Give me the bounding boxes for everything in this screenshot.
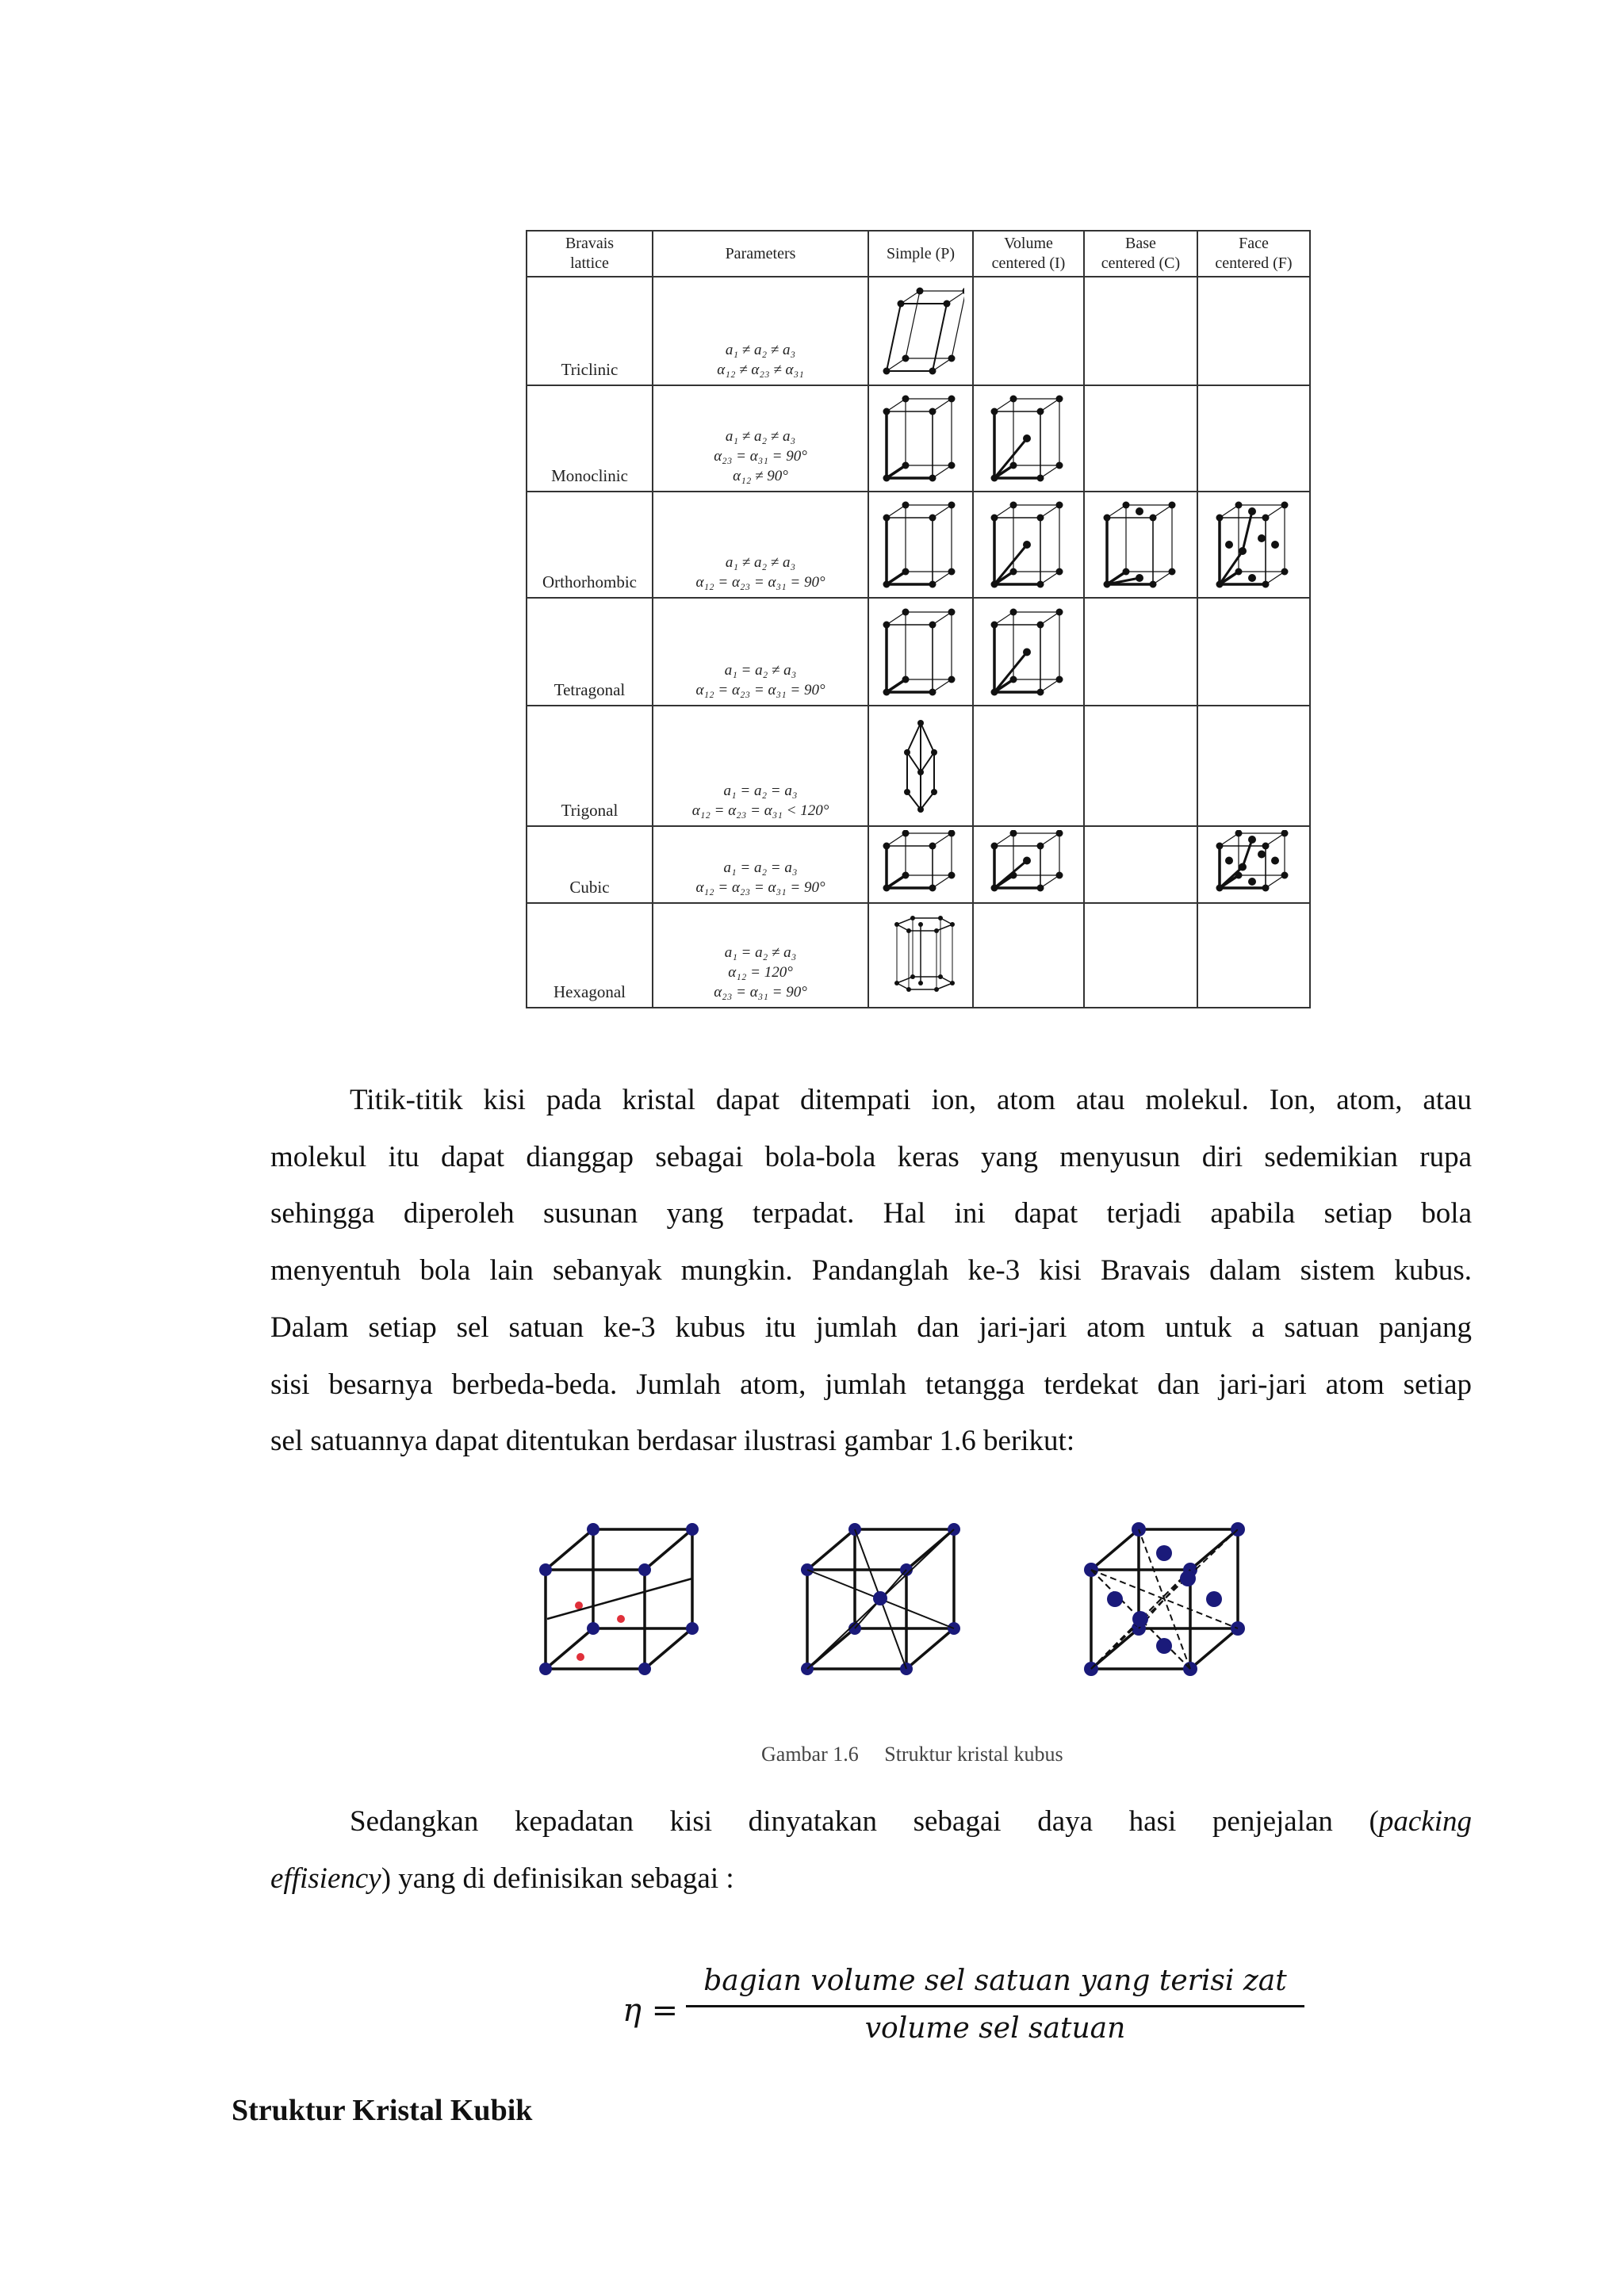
lattice-name: Tetragonal: [527, 598, 653, 706]
face-center-atom: [1180, 1571, 1196, 1586]
lattice-name: Cubic: [527, 826, 653, 903]
formula-fraction: [686, 1965, 1304, 2045]
lattice-parameters: [653, 706, 868, 826]
paragraph-packing-efficiency: [270, 1793, 1472, 1907]
unit-cell-diagram: [877, 830, 964, 899]
lattice-cell: [1197, 826, 1310, 903]
lattice-cell: [1197, 903, 1310, 1008]
cube-edge: [807, 1529, 855, 1570]
corner-atom: [686, 1523, 699, 1536]
paragraph-line: sisi besarnya berbeda-beda. Jumlah atom, jumlah tetangga terdekat dan jari-jari atom setiap: [270, 1368, 1472, 1401]
corner-atom: [686, 1622, 699, 1635]
table-row: [527, 826, 1310, 903]
parameter-line: α₁₂ ≠ α₂₃ ≠ α₃₁: [717, 362, 804, 378]
lattice-cell: [1197, 277, 1310, 385]
face-center-atom: [1156, 1545, 1172, 1561]
parameter-line: α₁₂ = α₂₃ = α₃₁ = 90°: [695, 574, 825, 591]
corner-atom: [638, 1563, 651, 1576]
table-row: [527, 598, 1310, 706]
cubic-crystal-structures-figure: [531, 1490, 1293, 1712]
parameter-line: a₁ ≠ a₂ ≠ a₃: [725, 342, 796, 358]
face-center-atom: [1206, 1591, 1222, 1607]
cube-edge: [1091, 1628, 1139, 1669]
parameter-line: α₁₂ ≠ 90°: [733, 468, 788, 484]
cube-edge: [546, 1529, 593, 1570]
cube-edge: [645, 1529, 692, 1570]
table-row: [527, 903, 1310, 1008]
lattice-name: Triclinic: [527, 277, 653, 385]
corner-atom: [539, 1663, 552, 1675]
face-center-atom: [1107, 1591, 1123, 1607]
corner-atom: [638, 1663, 651, 1675]
table-row: [527, 277, 1310, 385]
packing-efficiency-formula: [622, 1965, 1304, 2068]
unit-cell-diagram: [877, 603, 964, 702]
lattice-cell: [973, 903, 1084, 1008]
parameter-line: a₁ = a₂ = a₃: [723, 783, 798, 799]
lattice-name: Trigonal: [527, 706, 653, 826]
unit-cell-diagram: [1210, 496, 1297, 594]
table-row: [527, 706, 1310, 826]
table-row: [527, 385, 1310, 492]
parameter-line: α₁₂ = α₂₃ = α₃₁ = 90°: [695, 682, 825, 698]
cube-edge: [1190, 1628, 1238, 1669]
header-volume-centered: Volume centered (I): [973, 231, 1084, 277]
paragraph-lattice-points: [270, 1072, 1472, 1470]
lattice-cell: [1084, 277, 1197, 385]
cube-edge: [546, 1628, 593, 1669]
lattice-parameters: [653, 826, 868, 903]
lattice-cell: [868, 277, 973, 385]
body-center-atom: [873, 1591, 887, 1605]
cube-edge: [906, 1628, 954, 1669]
lattice-parameters: [653, 492, 868, 598]
header-face-centered: Face centered (F): [1197, 231, 1310, 277]
table-row: [527, 492, 1310, 598]
lattice-cell: [973, 706, 1084, 826]
lattice-cell: [1084, 598, 1197, 706]
paragraph-line: sehingga diperoleh susunan yang terpadat. Hal ini dapat terjadi apabila setiap bola: [270, 1197, 1472, 1230]
paragraph-line: menyentuh bola lain sebanyak mungkin. Pandanglah ke-3 kisi Bravais dalam sistem kubus.: [270, 1254, 1472, 1288]
cube-edge: [1190, 1529, 1238, 1570]
bravais-lattice-table: [526, 230, 1311, 1008]
corner-atom: [587, 1523, 599, 1536]
unit-cell-diagram: [985, 830, 1072, 899]
corner-atom: [539, 1563, 552, 1576]
lattice-name: Orthorhombic: [527, 492, 653, 598]
unit-cell-diagram: [985, 389, 1072, 488]
unit-cell-diagram: [1210, 830, 1297, 899]
unit-cell-diagram: [877, 389, 964, 488]
unit-cell-diagram: [985, 603, 1072, 702]
unit-cell-diagram: [877, 717, 964, 816]
paragraph-line: molekul itu dapat dianggap sebagai bola-bola keras yang menyusun diri sedemikian rupa: [270, 1140, 1472, 1173]
parameter-line: α₁₂ = α₂₃ = α₃₁ < 120°: [691, 802, 829, 819]
lattice-cell: [1197, 492, 1310, 598]
lattice-cell: [868, 492, 973, 598]
lattice-cell: [973, 277, 1084, 385]
parameter-line: a₁ = a₂ ≠ a₃: [724, 944, 797, 961]
face-center-atom: [1156, 1638, 1172, 1654]
lattice-cell: [1084, 492, 1197, 598]
section-heading: Struktur Kristal Kubik: [232, 2094, 533, 2127]
lattice-cell: [1197, 598, 1310, 706]
figure-caption: Gambar 1.6 Struktur kristal kubus: [761, 1743, 1063, 1766]
unit-cell-diagram: [1097, 496, 1185, 594]
lattice-cell: [973, 492, 1084, 598]
lattice-cell: [973, 385, 1084, 492]
lattice-parameters: [653, 385, 868, 492]
formula-denominator: volume sel satuan: [864, 2012, 1126, 2045]
lattice-cell: [868, 903, 973, 1008]
lattice-cell: [973, 598, 1084, 706]
paragraph-line: Sedangkan kepadatan kisi dinyatakan sebagai daya hasi penjejalan (packing: [350, 1805, 1472, 1838]
red-marker: [617, 1615, 625, 1623]
paragraph-line: Dalam setiap sel satuan ke-3 kubus itu jumlah dan jari-jari atom untuk a satuan panjang: [270, 1311, 1472, 1344]
lattice-name: Hexagonal: [527, 903, 653, 1008]
red-marker: [576, 1653, 584, 1661]
lattice-parameters: [653, 598, 868, 706]
lattice-cell: [1084, 385, 1197, 492]
formula-numerator: bagian volume sel satuan yang terisi zat: [686, 1965, 1304, 2007]
unit-cell-diagram: [877, 281, 964, 381]
lattice-parameters: [653, 277, 868, 385]
cube-edge: [1091, 1529, 1139, 1570]
header-bravais-lattice: Bravais lattice: [527, 231, 653, 277]
mid-line: [547, 1578, 692, 1619]
cube-edge: [645, 1628, 692, 1669]
parameter-line: α₂₃ = α₃₁ = 90°: [714, 448, 807, 465]
parameter-line: α₁₂ = 120°: [728, 964, 793, 981]
parameter-line: a₁ = a₂ ≠ a₃: [724, 662, 797, 679]
unit-cell-diagram: [877, 907, 964, 1004]
lattice-cell: [868, 706, 973, 826]
lattice-cell: [1084, 706, 1197, 826]
lattice-cell: [973, 826, 1084, 903]
lattice-cell: [868, 598, 973, 706]
parameter-line: a₁ ≠ a₂ ≠ a₃: [725, 428, 796, 445]
lattice-name: Monoclinic: [527, 385, 653, 492]
lattice-cell: [868, 826, 973, 903]
parameter-line: α₁₂ = α₂₃ = α₃₁ = 90°: [695, 879, 825, 896]
lattice-cell: [1197, 706, 1310, 826]
lattice-cell: [1197, 385, 1310, 492]
lattice-cell: [1084, 826, 1197, 903]
face-center-atom: [1132, 1611, 1148, 1627]
parameter-line: a₁ ≠ a₂ ≠ a₃: [725, 554, 796, 571]
paragraph-line: effisiency) yang di definisikan sebagai :: [270, 1862, 734, 1895]
header-base-centered: Base centered (C): [1084, 231, 1197, 277]
lattice-parameters: [653, 903, 868, 1008]
paragraph-line: sel satuannya dapat ditentukan berdasar ilustrasi gambar 1.6 berikut:: [270, 1425, 1075, 1458]
parameter-line: a₁ = a₂ = a₃: [723, 859, 798, 876]
unit-cell-diagram: [985, 496, 1072, 594]
red-marker: [575, 1601, 583, 1609]
corner-atom: [587, 1622, 599, 1635]
paragraph-line: Titik-titik kisi pada kristal dapat ditempati ion, atom atau molekul. Ion, atom, atau: [350, 1084, 1472, 1116]
header-simple: Simple (P): [868, 231, 973, 277]
lattice-cell: [868, 385, 973, 492]
formula-lhs: η =: [622, 1992, 679, 2029]
header-parameters: Parameters: [653, 231, 868, 277]
lattice-cell: [1084, 903, 1197, 1008]
parameter-line: α₂₃ = α₃₁ = 90°: [714, 984, 807, 1001]
unit-cell-diagram: [877, 496, 964, 594]
table-header-row: [527, 231, 1310, 277]
